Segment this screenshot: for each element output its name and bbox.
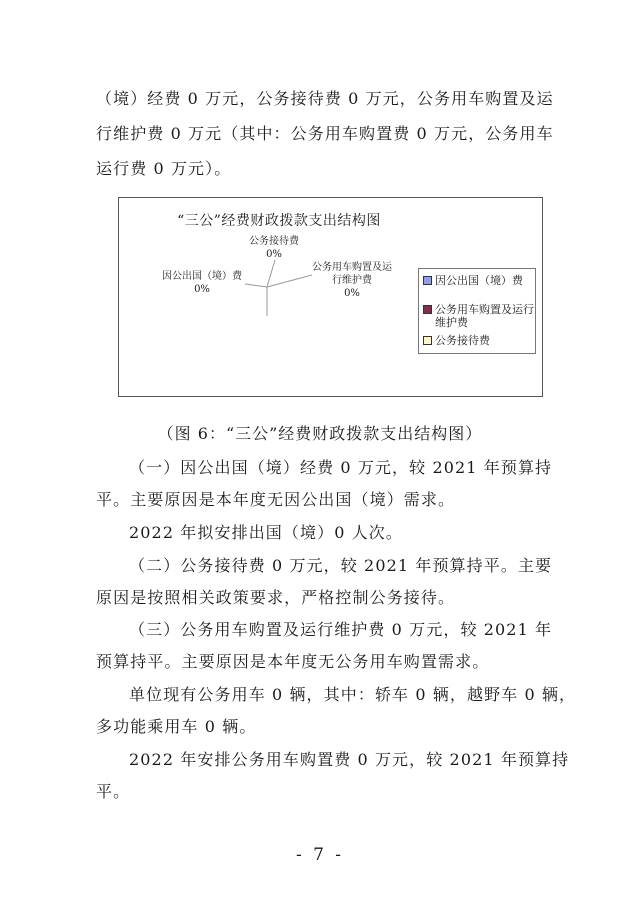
data-label-vehicle: 公务用车购置及运 行维护费 0% bbox=[312, 262, 392, 299]
paragraph-line: 多功能乘用车 0 辆。 bbox=[96, 717, 257, 736]
paragraph-line: （三）公务用车购置及运行维护费 0 万元，较 2021 年 bbox=[129, 620, 553, 639]
intro-line-1: （境）经费 0 万元，公务接待费 0 万元，公务用车购置及运 bbox=[96, 89, 554, 108]
chart-legend: 因公出国（境）费 公务用车购置及运行维护费 公务接待费 bbox=[418, 268, 536, 354]
intro-line-3: 运行费 0 万元）。 bbox=[96, 159, 232, 178]
legend-swatch bbox=[423, 305, 432, 314]
paragraph-line: 2022 年拟安排出国（境）0 人次。 bbox=[129, 523, 403, 542]
chart-title: “三公”经费财政拨款支出结构图 bbox=[177, 213, 381, 229]
pie-leader-line-left bbox=[245, 284, 267, 287]
paragraph-line: 2022 年安排公务用车购置费 0 万元，较 2021 年预算持 bbox=[129, 750, 570, 769]
paragraph-line: 平。主要原因是本年度无因公出国（境）需求。 bbox=[96, 490, 456, 509]
data-label-reception: 公务接待费 0% bbox=[249, 236, 299, 260]
intro-line-2: 行维护费 0 万元（其中：公务用车购置费 0 万元，公务用车 bbox=[96, 124, 554, 143]
legend-swatch bbox=[423, 276, 432, 285]
paragraph-line: 单位现有公务用车 0 辆，其中：轿车 0 辆，越野车 0 辆， bbox=[129, 685, 577, 704]
paragraph-line: 平。 bbox=[96, 782, 131, 801]
data-label-overseas: 因公出国（境）费 0% bbox=[162, 271, 242, 295]
legend-swatch bbox=[423, 336, 432, 345]
figure-caption: （图 6：“三公”经费财政拨款支出结构图） bbox=[157, 424, 483, 443]
paragraph-line: 预算持平。主要原因是本年度无公务用车购置需求。 bbox=[96, 652, 490, 671]
page-number: - 7 - bbox=[295, 845, 345, 865]
paragraph-line: （二）公务接待费 0 万元，较 2021 年预算持平。主要 bbox=[129, 556, 553, 575]
pie-leader-line-top bbox=[267, 260, 275, 287]
paragraph-line: 原因是按照相关政策要求，严格控制公务接待。 bbox=[96, 588, 456, 607]
pie-leader-line-right bbox=[267, 275, 312, 287]
pie-chart bbox=[118, 197, 543, 397]
paragraph-line: （一）因公出国（境）经费 0 万元，较 2021 年预算持 bbox=[129, 458, 553, 477]
